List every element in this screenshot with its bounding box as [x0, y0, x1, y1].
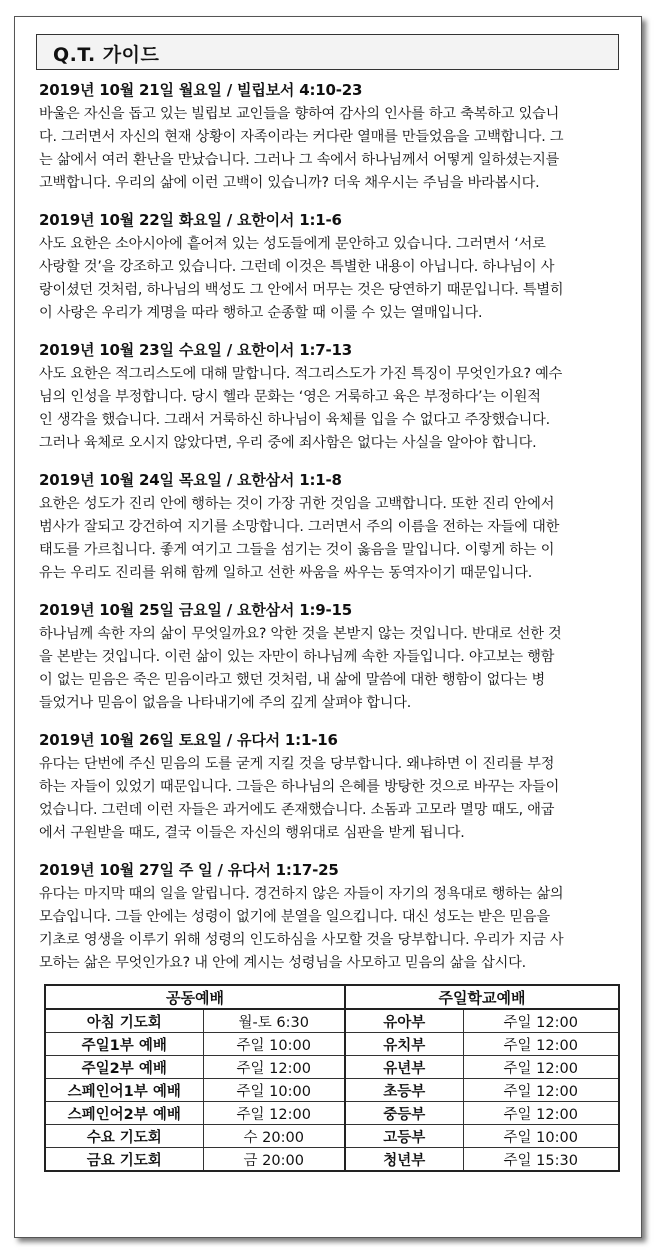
entry-line: 모하는 삶은 무엇인가요? 내 안에 계시는 성령님을 사모하고 믿음의 삶을 삽시다.: [39, 955, 526, 971]
schedule-row: [45, 1125, 619, 1148]
department-time: 주일 12:00: [463, 1033, 619, 1056]
department-time: 주일 12:00: [463, 1009, 619, 1033]
entry-line: 고백합니다. 우리의 삶에 이런 고백이 있습니까? 더욱 채우시는 주님을 바라봅시다.: [39, 175, 540, 191]
entry-title: 2019년 10월 27일 주 일 / 유다서 1:17-25: [39, 861, 339, 879]
service-name: 금요 기도회: [45, 1148, 203, 1172]
qt-entry-1024: [39, 469, 623, 585]
schedule-row: [45, 1056, 619, 1079]
entry-line: 그러나 육체로 오시지 않았다면, 우리 중에 죄사함은 없다는 사실을 알아야 합니다.: [39, 435, 537, 451]
department-name: 유아부: [345, 1009, 463, 1033]
service-time: 금 20:00: [203, 1148, 345, 1172]
qt-entry-1023: [39, 339, 623, 455]
entry-line: 는 삶에서 여러 환난을 만났습니다. 그러나 그 속에서 하나님께서 어떻게 일하셨는지를: [39, 152, 560, 168]
schedule-row: [45, 1009, 619, 1033]
service-time: 주일 10:00: [203, 1033, 345, 1056]
service-name: 주일2부 예배: [45, 1056, 203, 1079]
schedule-row: [45, 1148, 619, 1172]
worship-schedule-table: [44, 984, 620, 1172]
department-name: 중등부: [345, 1102, 463, 1125]
entry-line: 하는 자들이 있었기 때문입니다. 그들은 하나님의 은혜를 방탕한 것으로 바꾸는 자들이: [39, 779, 560, 795]
entry-line: 유는 우리도 진리를 위해 함께 일하고 선한 싸움을 싸우는 동역자이기 때문입니다.: [39, 565, 533, 581]
entry-line: 태도를 가르칩니다. 좋게 여기고 그들을 섬기는 것이 옳음을 말입니다. 이렇게 하는 이: [39, 542, 555, 558]
qt-entry-1025: [39, 599, 623, 715]
service-time: 수 20:00: [203, 1125, 345, 1148]
qt-entry-1022: [39, 209, 623, 325]
qt-guide-header: [36, 34, 619, 70]
entry-title: 2019년 10월 22일 화요일 / 요한이서 1:1-6: [39, 211, 342, 229]
sunday-school-header: 주일학교예배: [345, 985, 619, 1009]
service-time: 주일 12:00: [203, 1056, 345, 1079]
entry-line: 사도 요한은 적그리스도에 대해 말합니다. 적그리스도가 가진 특징이 무엇인가요? 예수: [39, 366, 563, 382]
department-name: 초등부: [345, 1079, 463, 1102]
entry-title: 2019년 10월 23일 수요일 / 요한이서 1:7-13: [39, 341, 352, 359]
service-time: 주일 12:00: [203, 1102, 345, 1125]
entry-title: 2019년 10월 21일 월요일 / 빌립보서 4:10-23: [39, 81, 363, 99]
department-time: 주일 12:00: [463, 1056, 619, 1079]
entry-line: 다. 그러면서 자신의 현재 상황이 자족이라는 커다란 열매를 만들었음을 고백합니다. 그: [39, 129, 564, 145]
schedule-header-row: [45, 985, 619, 1009]
entry-line: 랑이셨던 것처럼, 하나님의 백성도 그 안에서 머무는 것은 당연하기 때문입니다. 특별히: [39, 282, 564, 298]
entry-line: 을 본받는 것입니다. 이런 삶이 있는 자만이 하나님께 속한 자들입니다. 야고보는 행함: [39, 649, 555, 665]
entry-line: 인 생각을 했습니다. 그래서 거룩하신 하나님이 육체를 입을 수 없다고 주장했습니다.: [39, 412, 550, 428]
entry-line: 사도 요한은 소아시아에 흩어져 있는 성도들에게 문안하고 있습니다. 그러면서 ‘서로: [39, 236, 546, 252]
department-time: 주일 12:00: [463, 1102, 619, 1125]
bulletin-page: [14, 16, 642, 1238]
entry-title: 2019년 10월 24일 목요일 / 요한삼서 1:1-8: [39, 471, 342, 489]
department-name: 고등부: [345, 1125, 463, 1148]
entry-title: 2019년 10월 25일 금요일 / 요한삼서 1:9-15: [39, 601, 352, 619]
service-name: 수요 기도회: [45, 1125, 203, 1148]
entry-line: 요한은 성도가 진리 안에 행하는 것이 가장 귀한 것임을 고백합니다. 또한 진리 안에서: [39, 496, 555, 512]
qt-entry-1026: [39, 729, 623, 845]
department-time: 주일 12:00: [463, 1079, 619, 1102]
schedule-row: [45, 1033, 619, 1056]
entry-line: 유다는 마지막 때의 일을 알립니다. 경건하지 않은 자들이 자기의 정욕대로 행하는 삶의: [39, 886, 564, 902]
service-name: 스페인어1부 예배: [45, 1079, 203, 1102]
department-time: 주일 10:00: [463, 1125, 619, 1148]
service-time: 주일 10:00: [203, 1079, 345, 1102]
service-name: 주일1부 예배: [45, 1033, 203, 1056]
schedule-row: [45, 1079, 619, 1102]
entry-title: 2019년 10월 26일 토요일 / 유다서 1:1-16: [39, 731, 338, 749]
common-worship-header: 공동예배: [45, 985, 345, 1009]
entry-line: 유다는 단번에 주신 믿음의 도를 굳게 지킬 것을 당부합니다. 왜냐하면 이 진리를 부정: [39, 756, 555, 772]
department-name: 유년부: [345, 1056, 463, 1079]
entry-line: 모습입니다. 그들 안에는 성령이 없기에 분열을 일으킵니다. 대신 성도는 받은 믿음을: [39, 909, 550, 925]
entry-line: 기초로 영생을 이루기 위해 성령의 인도하심을 사모할 것을 당부합니다. 우리가 지금 사: [39, 932, 564, 948]
entry-line: 었습니다. 그런데 이런 자들은 과거에도 존재했습니다. 소돔과 고모라 멸망 때도, 애굽: [39, 802, 555, 818]
qt-entry-1021: [39, 79, 623, 195]
department-name: 유치부: [345, 1033, 463, 1056]
entry-line: 이 없는 믿음은 죽은 믿음이라고 했던 것처럼, 내 삶에 말씀에 대한 행함이 없다는 병: [39, 672, 546, 688]
entry-line: 하나님께 속한 자의 삶이 무엇일까요? 악한 것을 본받지 않는 것입니다. 반대로 선한 것: [39, 626, 562, 642]
qt-guide-title: Q.T. 가이드: [53, 44, 160, 66]
service-time: 월-토 6:30: [203, 1009, 345, 1033]
entry-line: 범사가 잘되고 강건하여 지기를 소망합니다. 그러면서 주의 이름을 전하는 자들에 대한: [39, 519, 560, 535]
entry-line: 님의 인성을 부정합니다. 당시 헬라 문화는 ‘영은 거룩하고 육은 부정하다’는 이원적: [39, 389, 541, 405]
service-name: 스페인어2부 예배: [45, 1102, 203, 1125]
entry-line: 사랑할 것’을 강조하고 있습니다. 그런데 이것은 특별한 내용이 아닙니다. 하나님이 사: [39, 259, 555, 275]
entry-line: 바울은 자신을 돕고 있는 빌립보 교인들을 향하여 감사의 인사를 하고 축복하고 있습니: [39, 106, 560, 122]
entry-line: 에서 구원받을 때도, 결국 이들은 자신의 행위대로 심판을 받게 됩니다.: [39, 825, 465, 841]
entry-line: 들었거나 믿음이 없음을 나타내기에 주의 깊게 살펴야 합니다.: [39, 695, 412, 711]
qt-entry-1027: [39, 859, 623, 975]
department-name: 청년부: [345, 1148, 463, 1172]
service-name: 아침 기도회: [45, 1009, 203, 1033]
department-time: 주일 15:30: [463, 1148, 619, 1172]
schedule-row: [45, 1102, 619, 1125]
entry-line: 이 사랑은 우리가 계명을 따라 행하고 순종할 때 이룰 수 있는 열매입니다.: [39, 305, 483, 321]
